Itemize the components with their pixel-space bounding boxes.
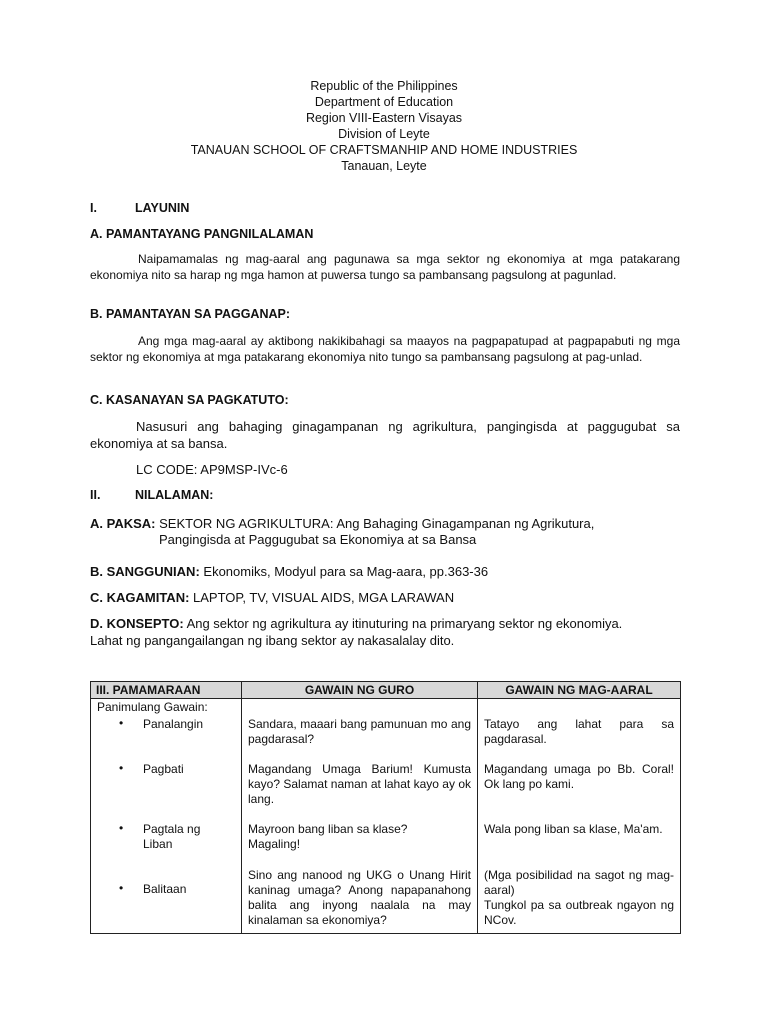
section-a-title: A. PAMANTAYANG PANGNILALAMAN: [90, 227, 314, 241]
guro-balitaan: Sino ang nanood ng UKG o Unang Hirit kaninag umaga? Anong napapanahong balita ang inyong naalala na may kinalaman sa ekonomiya?: [248, 868, 471, 927]
lc-code: LC CODE: AP9MSP-IVc-6: [136, 462, 288, 477]
sanggunian: [90, 563, 488, 580]
mag-aaral-pagtala: Wala pong liban sa klase, Ma'am.: [484, 822, 663, 836]
activity-balitaan: Balitaan: [143, 882, 187, 896]
header-region: Region VIII-Eastern Visayas: [305, 111, 463, 125]
header-location: Tanauan, Leyte: [341, 159, 427, 173]
document-header: [0, 78, 768, 174]
bullet-icon: •: [119, 821, 124, 835]
pamamaraan-cell: [91, 699, 242, 934]
konsepto-line-2: Lahat ng pangangailangan ng ibang sektor ay nakasalalay dito.: [90, 633, 455, 648]
guro-pagtala-2: Magaling!: [248, 837, 301, 851]
mag-aaral-panalangin: Tatayo ang lahat para sa pagdarasal.: [484, 717, 674, 746]
section-c-text: Nasusuri ang bahaging ginagampanan ng agrikultura, pangingisda at paggugubat sa ekonomiya at sa bansa.: [90, 419, 680, 451]
gawain-mag-aaral-cell: [478, 699, 681, 934]
header-pamamaraan: III. PAMAMARAAN: [91, 682, 242, 699]
section-a-text: Naipamamalas ng mag-aaral ang pagunawa sa mga sektor ng ekonomiya at mga patakarang ekonomiya nito sa harap ng mga hamon at puwersa tungo sa pambansang pagsulong at pagunlad.: [90, 252, 680, 282]
konsepto-line-1: [90, 615, 622, 632]
header-division: Division of Leyte: [338, 127, 430, 141]
paksa-label: A. PAKSA:: [90, 516, 156, 531]
sanggunian-text: Ekonomiks, Modyul para sa Mag-aara, pp.363-36: [199, 564, 489, 579]
paksa-line-1: [90, 515, 594, 532]
bullet-icon: •: [119, 881, 124, 895]
kagamitan: [90, 589, 454, 606]
section-2-numeral: II.: [90, 488, 101, 502]
section-c-title: C. KASANAYAN SA PAGKATUTO:: [90, 393, 289, 407]
lesson-plan-table: [90, 681, 681, 934]
mag-aaral-balitaan-2: Tungkol pa sa outbreak ngayon ng NCov.: [484, 898, 674, 927]
activity-panalangin: Panalangin: [143, 717, 204, 731]
activity-pagtala-ng-liban: Pagtala ng Liban: [143, 822, 201, 851]
sanggunian-label: B. SANGGUNIAN:: [90, 564, 200, 579]
section-b-title: B. PAMANTAYAN SA PAGGANAP:: [90, 307, 291, 321]
section-1-title: LAYUNIN: [135, 201, 190, 215]
konsepto-label: D. KONSEPTO:: [90, 616, 184, 631]
paksa-line-2: Pangingisda at Paggugubat sa Ekonomiya at sa Bansa: [159, 532, 477, 547]
header-department: Department of Education: [314, 95, 454, 109]
header-gawain-guro: GAWAIN NG GURO: [242, 682, 478, 699]
bullet-icon: •: [119, 716, 124, 730]
guro-pagbati: Magandang Umaga Barium! Kumusta kayo? Salamat naman at lahat kayo ay ok lang.: [248, 762, 471, 806]
mag-aaral-balitaan-1: (Mga posibilidad na sagot ng mag-aaral): [484, 868, 674, 897]
section-1-numeral: I.: [90, 201, 97, 215]
header-school: TANAUAN SCHOOL OF CRAFTSMANHIP AND HOME INDUSTRIES: [190, 143, 578, 157]
mag-aaral-pagbati: Magandang umaga po Bb. Coral! Ok lang po kami.: [484, 762, 674, 791]
paksa-text-1: SEKTOR NG AGRIKULTURA: Ang Bahaging Ginagampanan ng Agrikutura,: [155, 516, 595, 531]
table-header-row: [91, 682, 681, 699]
konsepto-text-1: Ang sektor ng agrikultura ay itinuturing na primaryang sektor ng ekonomiya.: [183, 616, 623, 631]
header-republic: Republic of the Philippines: [310, 79, 458, 93]
section-2-title: NILALAMAN:: [135, 488, 214, 502]
section-b-text: Ang mga mag-aaral ay aktibong nakikibahagi sa maayos na pagpapatupad at pagpapabuti ng mga sektor ng ekonomiya at mga patakarang ekonomiya nito tungo sa pambansang pagsulong at pag-unlad.: [90, 334, 680, 364]
table-row: [91, 699, 681, 934]
header-gawain-mag-aaral: GAWAIN NG MAG-AARAL: [478, 682, 681, 699]
guro-pagtala-1: Mayroon bang liban sa klase?: [248, 822, 408, 836]
activity-pagbati: Pagbati: [143, 762, 184, 776]
bullet-icon: •: [119, 761, 124, 775]
panimulang-gawain-label: Panimulang Gawain:: [97, 700, 208, 714]
kagamitan-text: LAPTOP, TV, VISUAL AIDS, MGA LARAWAN: [189, 590, 455, 605]
kagamitan-label: C. KAGAMITAN:: [90, 590, 190, 605]
guro-panalangin: Sandara, maaari bang pamunuan mo ang pagdarasal?: [248, 717, 471, 746]
gawain-guro-cell: [242, 699, 478, 934]
